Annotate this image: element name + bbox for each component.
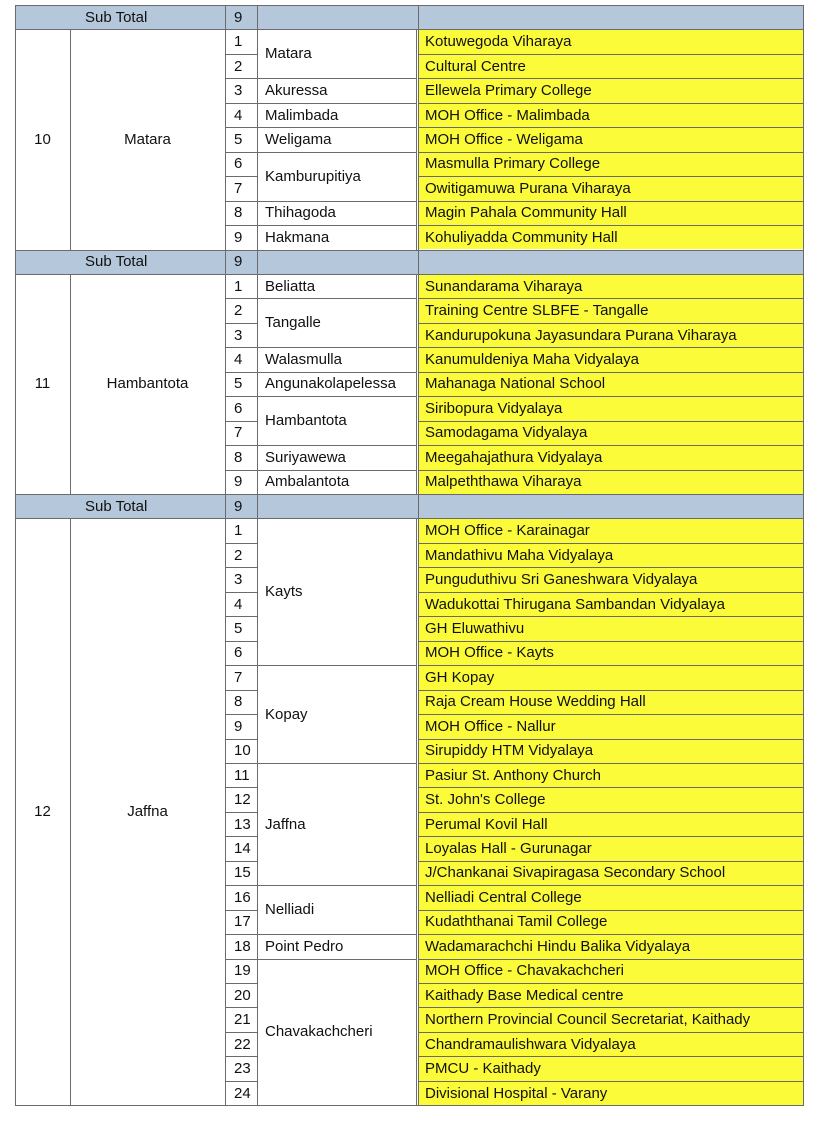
row-number[interactable]: 4 <box>234 351 243 369</box>
subtotal-count[interactable]: 9 <box>234 497 243 515</box>
grid-line-vertical <box>418 494 419 519</box>
location-name[interactable]: Mahanaga National School <box>425 375 606 393</box>
row-number[interactable]: 5 <box>234 130 243 148</box>
grid-line-horizontal <box>15 494 804 495</box>
row-number[interactable]: 15 <box>234 864 251 882</box>
area-name[interactable]: Kopay <box>265 705 308 723</box>
row-number[interactable]: 9 <box>234 717 243 735</box>
row-number[interactable]: 4 <box>234 595 243 613</box>
location-name[interactable]: Meegahajathura Vidyalaya <box>425 448 603 466</box>
grid-line-vertical <box>225 274 226 495</box>
location-name[interactable]: Training Centre SLBFE - Tangalle <box>425 302 649 320</box>
row-number[interactable]: 1 <box>234 522 243 540</box>
area-name[interactable]: Akuressa <box>265 82 328 100</box>
grid-line-vertical <box>418 5 419 30</box>
area-name[interactable]: Hambantota <box>265 412 347 430</box>
location-name[interactable]: Northern Provincial Council Secretariat, Kaithady <box>425 1011 751 1029</box>
area-name[interactable]: Kamburupitiya <box>265 167 361 185</box>
row-number[interactable]: 9 <box>234 473 243 491</box>
location-name[interactable]: MOH Office - Weligama <box>425 130 583 148</box>
location-name[interactable]: Loyalas Hall - Gurunagar <box>425 840 592 858</box>
grid-line-vertical <box>257 518 258 1106</box>
grid-line-vertical <box>257 494 258 519</box>
grid-line-vertical <box>803 5 804 1106</box>
row-number[interactable]: 2 <box>234 546 243 564</box>
location-name[interactable]: Punguduthivu Sri Ganeshwara Vidyalaya <box>425 571 698 589</box>
location-name[interactable]: MOH Office - Malimbada <box>425 106 590 124</box>
row-number[interactable]: 12 <box>234 791 251 809</box>
grid-line-vertical <box>416 518 417 1106</box>
location-name[interactable]: Samodagama Vidyalaya <box>425 424 588 442</box>
grid-line-vertical <box>225 518 226 1106</box>
location-name[interactable]: Wadukottai Thirugana Sambandan Vidyalaya <box>425 595 725 613</box>
grid-line-vertical <box>225 250 226 275</box>
grid-line-vertical <box>257 29 258 250</box>
location-name[interactable]: PMCU - Kaithady <box>425 1060 541 1078</box>
row-number[interactable]: 1 <box>234 33 243 51</box>
row-number[interactable]: 2 <box>234 302 243 320</box>
grid-line-vertical <box>416 274 417 495</box>
row-number[interactable]: 20 <box>234 986 251 1004</box>
district-number[interactable]: 10 <box>34 130 51 148</box>
grid-line-vertical <box>418 29 419 250</box>
grid-line-horizontal <box>15 5 804 6</box>
grid-line-horizontal <box>15 1105 804 1106</box>
subtotal-count[interactable]: 9 <box>234 253 243 271</box>
grid-line-vertical <box>225 29 226 250</box>
area-name[interactable]: Jaffna <box>265 815 306 833</box>
row-number[interactable]: 16 <box>234 888 251 906</box>
location-name[interactable]: Sunandarama Viharaya <box>425 277 583 295</box>
area-name[interactable]: Thihagoda <box>265 204 336 222</box>
location-name[interactable]: Kanumuldeniya Maha Vidyalaya <box>425 351 640 369</box>
area-name[interactable]: Suriyawewa <box>265 448 346 466</box>
row-number[interactable]: 6 <box>234 155 243 173</box>
area-name[interactable]: Tangalle <box>265 314 321 332</box>
area-name[interactable]: Malimbada <box>265 106 339 124</box>
row-number[interactable]: 6 <box>234 644 243 662</box>
location-name[interactable]: Divisional Hospital - Varany <box>425 1084 608 1102</box>
row-number[interactable]: 5 <box>234 375 243 393</box>
subtotal-label[interactable]: Sub Total <box>85 497 148 515</box>
row-number[interactable]: 17 <box>234 913 251 931</box>
row-number[interactable]: 2 <box>234 57 243 75</box>
grid-line-vertical <box>257 274 258 495</box>
row-number[interactable]: 14 <box>234 840 251 858</box>
row-number[interactable]: 13 <box>234 815 251 833</box>
row-number[interactable]: 8 <box>234 448 243 466</box>
location-name[interactable]: Sirupiddy HTM Vidyalaya <box>425 742 594 760</box>
location-name[interactable]: MOH Office - Karainagar <box>425 522 590 540</box>
row-number[interactable]: 3 <box>234 326 243 344</box>
area-name[interactable]: Beliatta <box>265 277 316 295</box>
location-name[interactable]: Kaithady Base Medical centre <box>425 986 624 1004</box>
location-name[interactable]: Nelliadi Central College <box>425 888 582 906</box>
row-number[interactable]: 8 <box>234 204 243 222</box>
location-name[interactable]: Magin Pahala Community Hall <box>425 204 627 222</box>
area-name[interactable]: Chavakachcheri <box>265 1023 373 1041</box>
location-name[interactable]: St. John's College <box>425 791 546 809</box>
row-number[interactable]: 22 <box>234 1035 251 1053</box>
district-name[interactable]: Matara <box>124 130 171 148</box>
row-number[interactable]: 19 <box>234 962 251 980</box>
district-number[interactable]: 11 <box>34 375 51 393</box>
location-name[interactable]: Kotuwegoda Viharaya <box>425 33 572 51</box>
row-number[interactable]: 21 <box>234 1011 251 1029</box>
area-name[interactable]: Kayts <box>265 583 303 601</box>
row-number[interactable]: 10 <box>234 742 251 760</box>
grid-line-vertical <box>257 5 258 30</box>
location-name[interactable]: Siribopura Vidyalaya <box>425 399 563 417</box>
location-name[interactable]: Ellewela Primary College <box>425 82 592 100</box>
row-number[interactable]: 11 <box>234 766 250 784</box>
location-name[interactable]: GH Kopay <box>425 668 495 686</box>
district-name[interactable]: Jaffna <box>127 803 168 821</box>
location-name[interactable]: MOH Office - Chavakachcheri <box>425 962 624 980</box>
subtotal-label[interactable]: Sub Total <box>85 253 148 271</box>
location-name[interactable]: Masmulla Primary College <box>425 155 601 173</box>
district-number[interactable]: 12 <box>34 803 51 821</box>
area-name[interactable]: Ambalantota <box>265 473 350 491</box>
location-name[interactable]: Raja Cream House Wedding Hall <box>425 693 646 711</box>
location-name[interactable]: Perumal Kovil Hall <box>425 815 548 833</box>
grid-line-vertical <box>418 274 419 495</box>
row-number[interactable]: 4 <box>234 106 243 124</box>
location-name[interactable]: J/Chankanai Sivapiragasa Secondary School <box>425 864 726 882</box>
area-name[interactable]: Angunakolapelessa <box>265 375 396 393</box>
row-number[interactable]: 1 <box>234 277 243 295</box>
grid-line-vertical <box>225 494 226 519</box>
grid-line-vertical <box>418 250 419 275</box>
row-number[interactable]: 7 <box>234 179 243 197</box>
row-number[interactable]: 23 <box>234 1060 251 1078</box>
row-number[interactable]: 6 <box>234 399 243 417</box>
location-name[interactable]: Mandathivu Maha Vidyalaya <box>425 546 614 564</box>
location-name[interactable]: GH Eluwathivu <box>425 619 525 637</box>
row-number[interactable]: 24 <box>234 1084 251 1102</box>
location-name[interactable]: MOH Office - Nallur <box>425 717 556 735</box>
grid-line-vertical <box>15 5 16 1106</box>
location-name[interactable]: Owitigamuwa Purana Viharaya <box>425 179 631 197</box>
row-number[interactable]: 3 <box>234 571 243 589</box>
location-name[interactable]: Cultural Centre <box>425 57 526 75</box>
grid-line-vertical <box>225 5 226 30</box>
grid-line-vertical <box>257 250 258 275</box>
location-name[interactable]: Chandramaulishwara Vidyalaya <box>425 1035 636 1053</box>
location-name[interactable]: Malpeththawa Viharaya <box>425 473 582 491</box>
grid-line-vertical <box>418 518 419 1106</box>
grid-line-vertical <box>70 29 71 250</box>
area-name[interactable]: Walasmulla <box>265 351 342 369</box>
area-name[interactable]: Weligama <box>265 130 332 148</box>
grid-line-horizontal <box>15 250 804 251</box>
location-name[interactable]: Kandurupokuna Jayasundara Purana Viharaya <box>425 326 737 344</box>
subtotal-count[interactable]: 9 <box>234 8 243 26</box>
grid-line-vertical <box>416 29 417 250</box>
location-name[interactable]: Wadamarachchi Hindu Balika Vidyalaya <box>425 937 691 955</box>
row-number[interactable]: 5 <box>234 619 243 637</box>
grid-line-vertical <box>70 518 71 1106</box>
location-name[interactable]: MOH Office - Kayts <box>425 644 554 662</box>
row-number[interactable]: 3 <box>234 82 243 100</box>
district-name[interactable]: Hambantota <box>106 375 189 393</box>
row-number[interactable]: 18 <box>234 937 251 955</box>
subtotal-label[interactable]: Sub Total <box>85 8 148 26</box>
location-name[interactable]: Pasiur St. Anthony Church <box>425 766 601 784</box>
location-name[interactable]: Kudaththanai Tamil College <box>425 913 608 931</box>
area-name[interactable]: Matara <box>265 45 312 63</box>
row-number[interactable]: 9 <box>234 228 243 246</box>
row-number[interactable]: 8 <box>234 693 243 711</box>
area-name[interactable]: Hakmana <box>265 228 330 246</box>
area-name[interactable]: Point Pedro <box>265 937 344 955</box>
location-name[interactable]: Kohuliyadda Community Hall <box>425 228 618 246</box>
area-name[interactable]: Nelliadi <box>265 901 315 919</box>
row-number[interactable]: 7 <box>234 424 243 442</box>
grid-line-vertical <box>70 274 71 495</box>
row-number[interactable]: 7 <box>234 668 243 686</box>
